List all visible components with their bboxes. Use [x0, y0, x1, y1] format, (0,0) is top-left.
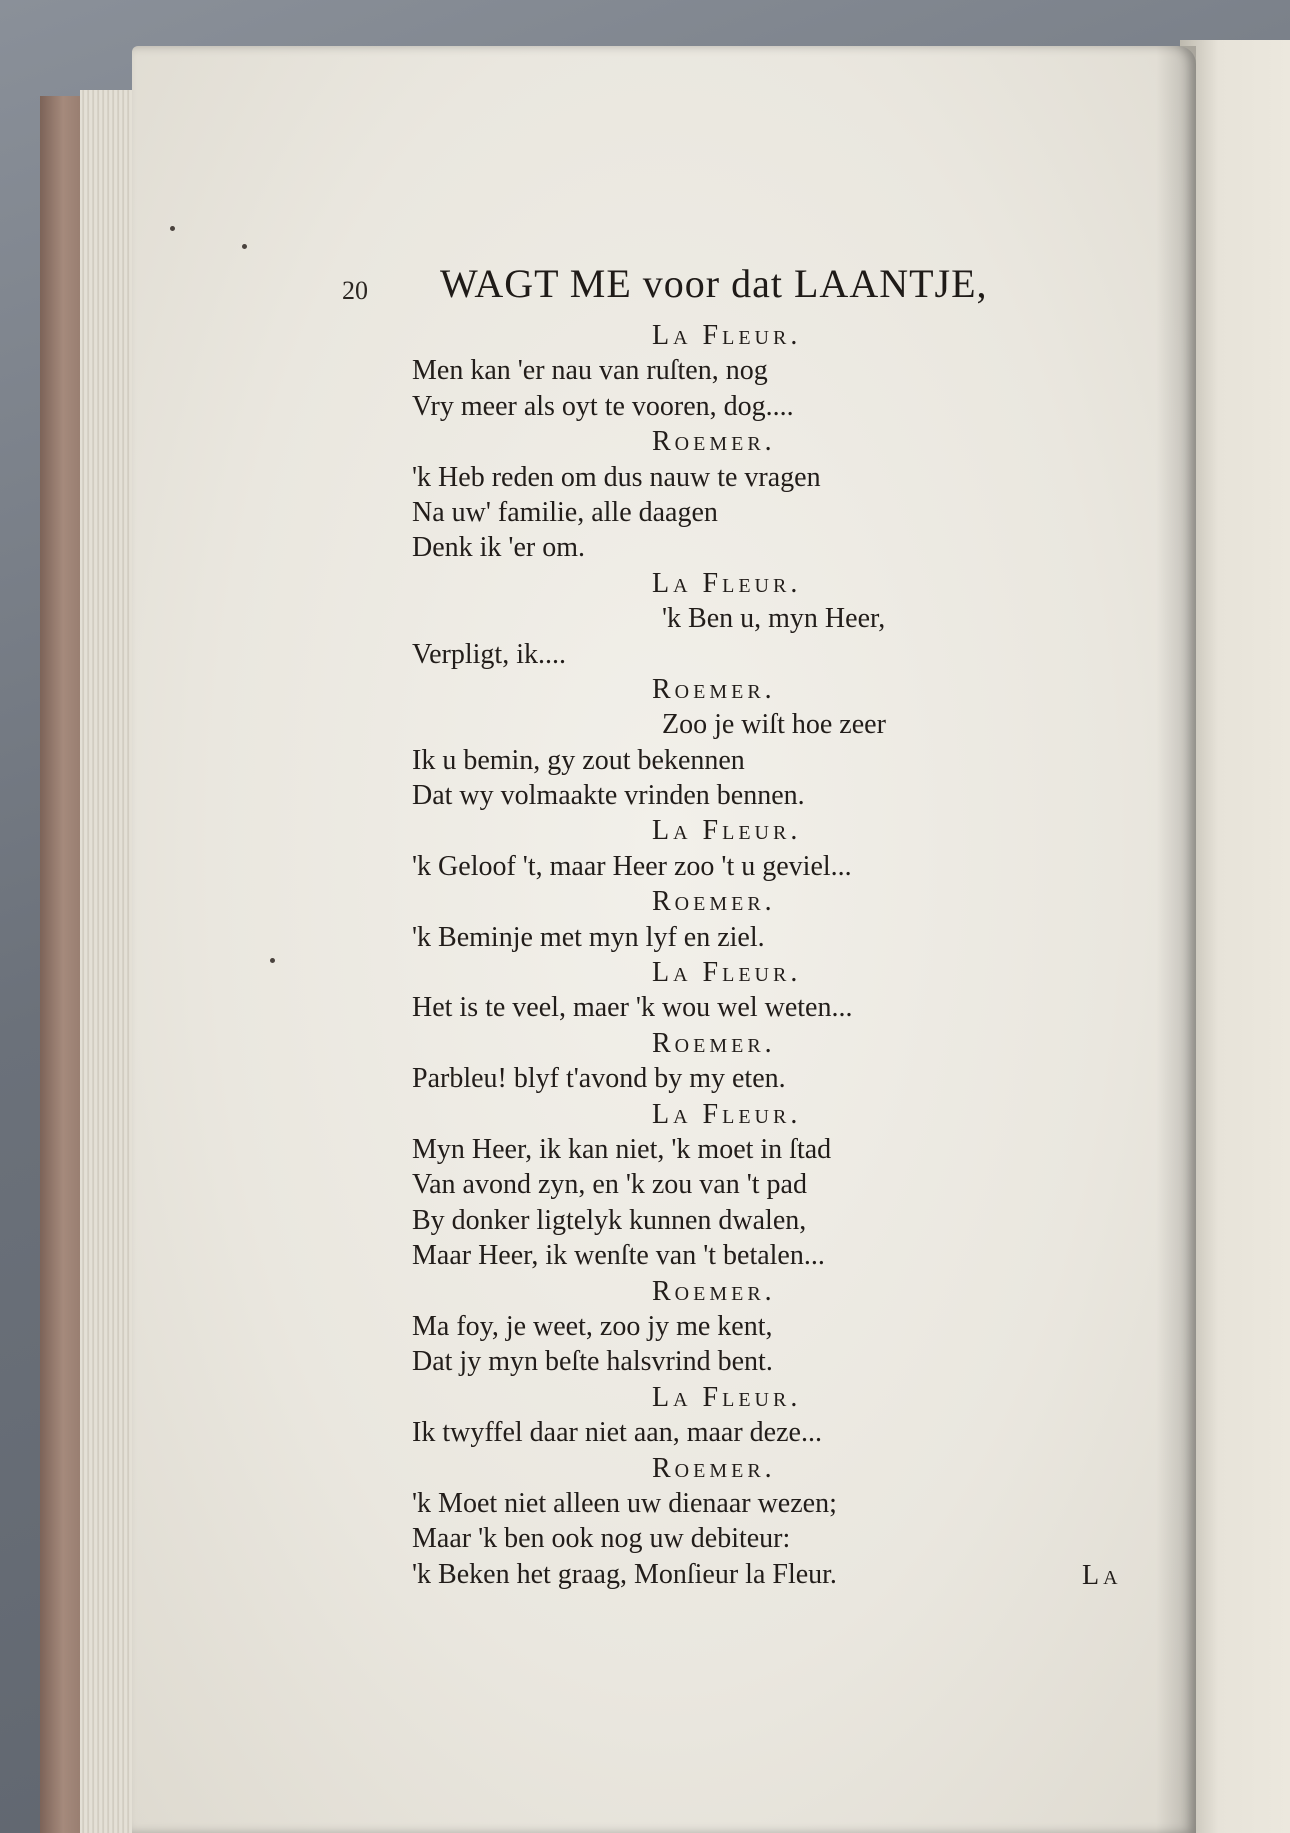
speaker-name: Roemer.: [652, 1027, 776, 1059]
verse-line: 'k Heb reden om dus nauw te vragen: [412, 461, 821, 493]
running-title: WAGT ME voor dat LAANTJE,: [440, 261, 988, 306]
speaker-name: La Fleur.: [652, 1098, 802, 1130]
verse-line: Men kan 'er nau van ruſten, nog: [412, 355, 768, 387]
verse-line: Zoo je wiſt hoe zeer: [662, 709, 886, 741]
verse-line: Ik u bemin, gy zout bekennen: [412, 744, 745, 776]
verse-line: Denk ik 'er om.: [412, 532, 586, 564]
paper-speck: [270, 958, 275, 963]
verse-line: Het is te veel, maer 'k wou wel weten...: [412, 992, 853, 1024]
speaker-name: Roemer.: [652, 1275, 776, 1307]
catchword: La: [1082, 1560, 1122, 1591]
gutter-shadow: [1156, 46, 1196, 1833]
verse-line: Ik twyffel daar niet aan, maar deze...: [412, 1417, 822, 1449]
verse-line: 'k Geloof 't, maar Heer zoo 't u geviel...: [412, 850, 852, 882]
facing-page: [1180, 40, 1290, 1833]
verse-line: 'k Beminje met myn lyf en ziel.: [412, 921, 765, 953]
page-stack-edge: [80, 90, 140, 1833]
speaker-name: La Fleur.: [652, 567, 802, 599]
verse-line: Ma foy, je weet, zoo jy me kent,: [412, 1310, 773, 1342]
page-number: 20: [342, 276, 368, 305]
verse-line: 'k Beken het graag, Monſieur la Fleur.: [412, 1558, 837, 1590]
paper-speck: [170, 226, 175, 231]
verse-line: By donker ligtelyk kunnen dwalen,: [412, 1204, 807, 1236]
speaker-name: Roemer.: [652, 426, 776, 458]
verse-line: Dat wy volmaakte vrinden bennen.: [412, 780, 805, 812]
verse-line: Maar 'k ben ook nog uw debiteur:: [412, 1523, 791, 1555]
running-head: [208, 254, 1048, 314]
paper-speck: [242, 244, 247, 249]
verse-line: Vry meer als oyt te vooren, dog....: [412, 390, 794, 422]
verse-line: 'k Moet niet alleen uw dienaar wezen;: [412, 1487, 837, 1519]
verse-line: Parbleu! blyf t'avond by my eten.: [412, 1063, 786, 1095]
speaker-name: Roemer.: [652, 673, 776, 705]
verse-line: 'k Ben u, myn Heer,: [662, 603, 886, 635]
speaker-name: La Fleur.: [652, 957, 802, 989]
verse-line: Dat jy myn beſte halsvrind bent.: [412, 1346, 773, 1378]
speaker-name: La Fleur.: [652, 815, 802, 847]
speaker-name: Roemer.: [652, 1452, 776, 1484]
verse-line: Myn Heer, ik kan niet, 'k moet in ſtad: [412, 1133, 832, 1165]
dialogue-text: [412, 318, 1052, 1592]
speaker-name: La Fleur.: [652, 320, 802, 351]
speaker-name: La Fleur.: [652, 1381, 802, 1413]
verse-line: Maar Heer, ik wenſte van 't betalen...: [412, 1240, 825, 1272]
verse-line: Na uw' familie, alle daagen: [412, 496, 718, 528]
speaker-name: Roemer.: [652, 886, 776, 918]
verse-line: Van avond zyn, en 'k zou van 't pad: [412, 1169, 807, 1201]
verse-line: Verpligt, ik....: [412, 638, 566, 670]
